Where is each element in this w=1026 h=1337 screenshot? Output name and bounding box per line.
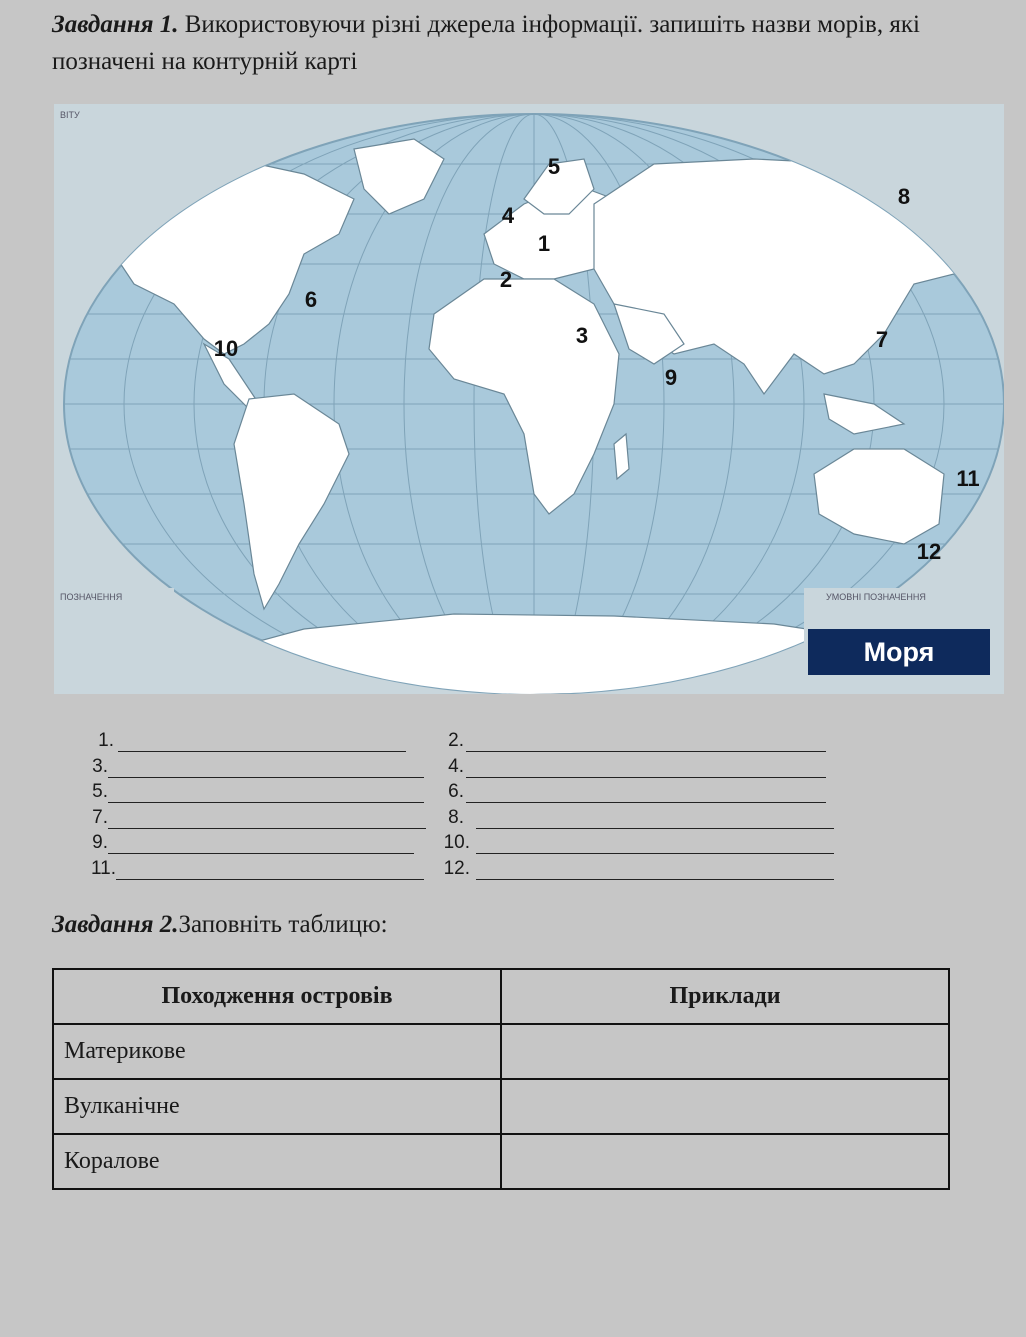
answer-row [80, 756, 860, 782]
answer-number: 2. [448, 730, 464, 751]
map-corner-label: ВІТУ [60, 110, 80, 120]
map-label-9: 9 [664, 365, 678, 390]
map-label-8: 8 [897, 184, 911, 209]
header-origin: Походження островів [53, 969, 501, 1024]
answer-line-11[interactable] [116, 859, 424, 880]
contour-map [54, 104, 1004, 694]
legend-seas-box: Моря [808, 629, 990, 675]
task-1-heading [52, 6, 992, 80]
table-row [53, 1134, 949, 1189]
map-label-7: 7 [875, 327, 889, 352]
examples-cell[interactable] [501, 1134, 949, 1189]
answer-line-5[interactable] [108, 782, 424, 803]
map-label-10: 10 [213, 336, 239, 361]
answer-row [80, 781, 860, 807]
answer-number: 4. [448, 755, 464, 777]
answer-row [80, 832, 860, 858]
answer-number: 11. [90, 857, 116, 879]
answer-number: 7. [92, 806, 108, 828]
origin-cell: Коралове [53, 1134, 501, 1189]
answer-line-9[interactable] [108, 833, 414, 854]
answer-line-12[interactable] [476, 859, 834, 880]
world-map-svg [54, 104, 1004, 694]
answer-number: 12. [443, 857, 470, 879]
map-label-5: 5 [547, 154, 561, 179]
map-label-11: 11 [956, 466, 980, 491]
legend-right-title: УМОВНІ ПОЗНАЧЕННЯ [826, 592, 926, 602]
legend-left-panel [54, 588, 174, 694]
answer-row [80, 858, 860, 884]
answer-line-10[interactable] [476, 833, 834, 854]
table-row [53, 1024, 949, 1079]
task-1-title: Завдання 1. [52, 11, 179, 38]
task-2-text: Заповніть таблицю: [178, 911, 388, 938]
table-header-row [53, 969, 949, 1024]
map-label-3: 3 [575, 323, 589, 348]
map-label-12: 12 [916, 539, 942, 564]
answer-number: 8. [448, 806, 464, 828]
answer-line-2[interactable] [466, 731, 826, 752]
answer-number: 5. [92, 781, 108, 802]
legend-left-title: ПОЗНАЧЕННЯ [60, 592, 123, 602]
examples-cell[interactable] [501, 1079, 949, 1134]
answer-number: 10. [443, 832, 470, 853]
answer-line-6[interactable] [466, 782, 826, 803]
map-label-2: 2 [499, 267, 513, 292]
answer-number: 1. [98, 730, 114, 751]
map-label-1: 1 [537, 231, 551, 256]
answer-row [80, 730, 860, 756]
answer-line-7[interactable] [108, 808, 426, 829]
table-row [53, 1079, 949, 1134]
task-1-text: Використовуючи різні джерела інформації. запишіть назви морів, які позначені на контурній карті [52, 11, 920, 75]
answer-row [80, 807, 860, 833]
new-zealand [954, 539, 969, 574]
answer-line-8[interactable] [476, 808, 834, 829]
header-examples: Приклади [501, 969, 949, 1024]
examples-cell[interactable] [501, 1024, 949, 1079]
task-2-heading [52, 906, 388, 943]
answer-line-3[interactable] [108, 757, 424, 778]
origin-cell: Материкове [53, 1024, 501, 1079]
answer-number: 9. [92, 832, 108, 853]
map-label-4: 4 [501, 203, 515, 228]
task-2-title: Завдання 2. [52, 911, 179, 938]
islands-table [52, 968, 950, 1190]
answer-line-1[interactable] [118, 731, 406, 752]
answer-lines [80, 730, 860, 883]
answer-number: 3. [92, 755, 108, 777]
answer-number: 6. [448, 781, 464, 802]
answer-line-4[interactable] [466, 757, 826, 778]
map-label-6: 6 [304, 287, 318, 312]
origin-cell: Вулканічне [53, 1079, 501, 1134]
